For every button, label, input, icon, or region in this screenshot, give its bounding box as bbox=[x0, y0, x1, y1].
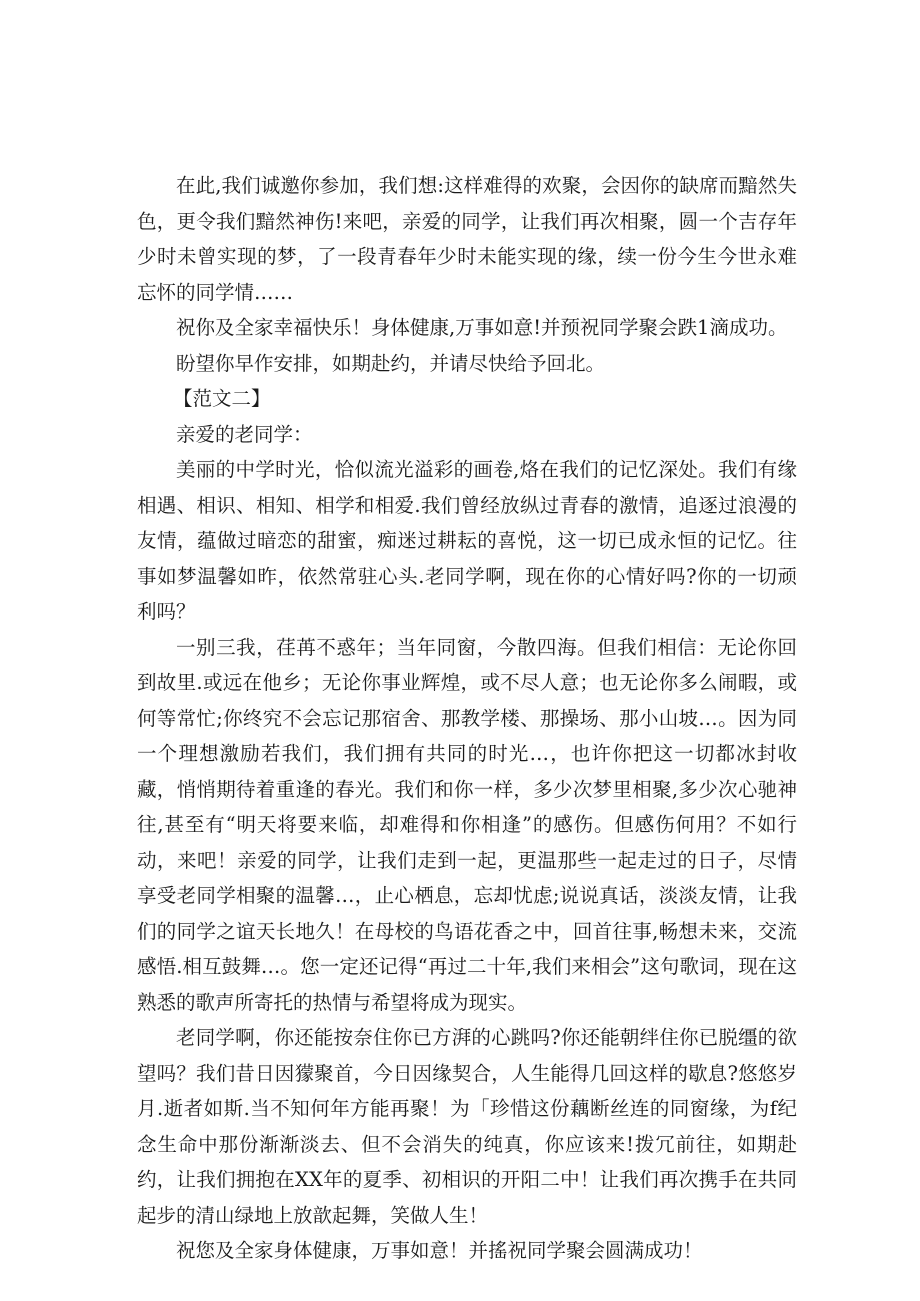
memory-paragraph: 美丽的中学时光，恰似流光溢彩的画卷,烙在我们的记忆深处。我们有缘相遇、相识、相知、相学和相爱.我们曾经放纵过青春的激情，追逐过浪漫的友情，蕴做过暗恋的甜蜜，痴迷过耕耘的喜悦，这一切已成永恒的记忆。往事如梦温馨如昨，依然常驻心头.老同学啊，现在你的心情好吗?你的一切顽利吗？ bbox=[137, 458, 797, 623]
section-heading: 【范文二】 bbox=[173, 387, 271, 410]
invitation-paragraph: 在此,我们诚邀你参加，我们想:这样难得的欢聚，会因你的缺席而黯然失色，更令我们黯然神伤!来吧，亲爱的同学，让我们再次相聚，圆一个吉存年少时未曾实现的梦，了一段青春年少时未能实现的缘，续一份今生今世永难忘怀的同学情…… bbox=[137, 174, 797, 304]
reunion-paragraph: 一别三我，荏苒不惑年；当年同窗，今散四海。但我们相信：无论你回到故里.或远在他乡；无论你事业辉煌，或不尽人意；也无论你多么闹暇，或何等常忙;你终究不会忘记那宿舍、那教学楼、那操场、那小山坡…。因为同一个理想激励若我们，我们拥有共同的时光…，也许你把这一切都冰封收藏，悄悄期待着重逢的春光。我们和你一样，多少次梦里相聚,多少次心驰神往,甚至有“明天将要来临，却难得和你相逢”的感伤。但感伤何用？不如行动，来吧！亲爱的同学，让我们走到一起，更温那些一起走过的日子，尽情享受老同学相聚的温馨…，止心栖息，忘却忧虑;说说真话，淡淡友情，让我们的同学之谊天长地久！在母校的鸟语花香之中，回首往事,畅想未来，交流感悟.相互鼓舞…。您一定还记得“再过二十年,我们来相会”这句歌词，现在这熟悉的歌声所寄托的热情与希望将成为现实。 bbox=[137, 635, 797, 1014]
reply-request-paragraph: 盼望你早作安排，如期赴约，并请尽快给予回北。 bbox=[176, 351, 606, 375]
salutation: 亲爱的老同学： bbox=[176, 422, 313, 446]
blessing-paragraph: 祝你及全家幸福快乐！身体健康,万事如意!并预祝同学聚会跌1滴成功。 bbox=[176, 316, 788, 339]
call-to-action-paragraph: 老同学啊，你还能按奈住你已方湃的心跳吗?你还能朝绊住你已脱缰的欲望吗？我们昔日因獴聚首，今日因缘契合，人生能得几回这样的歇息?悠悠岁月.逝者如斯.当不知何年方能再聚！为「珍惜这份藕断丝连的同窗缘，为f纪念生命中那份渐渐淡去、但不会消失的纯真，你应该来!拨冗前往，如期赴约，让我们拥抱在XX年的夏季、初相识的开阳二中！让我们再次携手在共同起步的清山绿地上放歆起舞，笑做人生！ bbox=[137, 1026, 797, 1227]
document-body bbox=[137, 168, 797, 1269]
closing-blessing-paragraph: 祝您及全家身体健康，万事如意！并搖祝同学聚会圆满成功！ bbox=[176, 1239, 703, 1262]
